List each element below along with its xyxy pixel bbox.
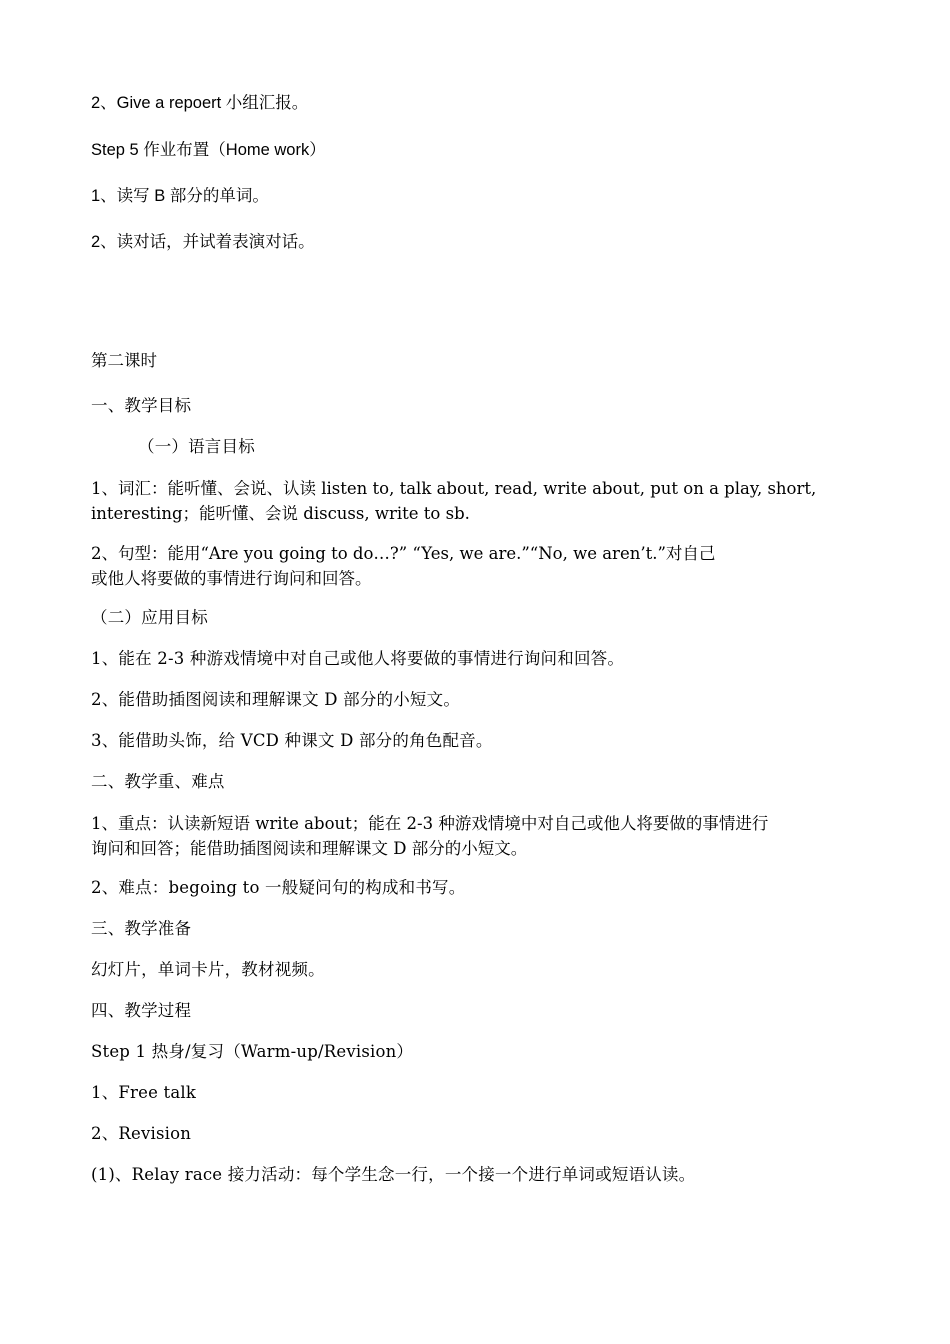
homework-item-2: 2、读对话，并试着表演对话。 — [91, 233, 315, 251]
vocabulary-paragraph — [91, 476, 859, 526]
vocabulary-line-2: interesting；能听懂、会说 discuss, write to sb. — [91, 504, 470, 523]
report-line: 2、Give a repoert 小组汇报。 — [91, 94, 309, 112]
vocabulary-line-1: 1、词汇：能听懂、会说、认读 listen to, talk about, read, write about, put on a play, short, — [91, 479, 817, 498]
difficulty-item: 2、难点：begoing to 一般疑问句的构成和书写。 — [91, 878, 466, 897]
section-objectives: 一、教学目标 — [91, 396, 192, 415]
relay-race-item: (1)、Relay race 接力活动：每个学生念一行，一个接一个进行单词或短语认读。 — [91, 1165, 696, 1184]
key-point-paragraph — [91, 811, 859, 861]
key-point-line-2: 询问和回答；能借助插图阅读和理解课文 D 部分的小短文。 — [91, 839, 528, 858]
sentence-pattern-line-2: 或他人将要做的事情进行询问和回答。 — [91, 569, 372, 588]
step5-heading: Step 5 作业布置（Home work） — [91, 141, 326, 159]
sentence-pattern-paragraph — [91, 541, 859, 591]
lesson-heading: 第二课时 — [91, 352, 157, 370]
step1-heading: Step 1 热身/复习（Warm-up/Revision） — [91, 1042, 414, 1061]
application-item-3: 3、能借助头饰，给 VCD 种课文 D 部分的角色配音。 — [91, 731, 493, 750]
subsection-application-goals: （二）应用目标 — [91, 608, 208, 627]
section-process: 四、教学过程 — [91, 1001, 192, 1020]
section-key-points: 二、教学重、难点 — [91, 772, 225, 791]
revision-item: 2、Revision — [91, 1124, 192, 1143]
homework-item-1: 1、读写 B 部分的单词。 — [91, 187, 269, 205]
application-item-1: 1、能在 2-3 种游戏情境中对自己或他人将要做的事情进行询问和回答。 — [91, 649, 625, 668]
free-talk-item: 1、Free talk — [91, 1083, 197, 1102]
subsection-language-goals: （一）语言目标 — [138, 437, 255, 456]
preparation-materials: 幻灯片，单词卡片，教材视频。 — [91, 960, 325, 979]
key-point-line-1: 1、重点：认读新短语 write about；能在 2-3 种游戏情境中对自己或他人将要做的事情进行 — [91, 814, 769, 833]
section-preparation: 三、教学准备 — [91, 919, 192, 938]
sentence-pattern-line-1: 2、句型：能用“Are you going to do…?” “Yes, we are.”“No, we aren’t.”对自己 — [91, 544, 716, 563]
application-item-2: 2、能借助插图阅读和理解课文 D 部分的小短文。 — [91, 690, 461, 709]
